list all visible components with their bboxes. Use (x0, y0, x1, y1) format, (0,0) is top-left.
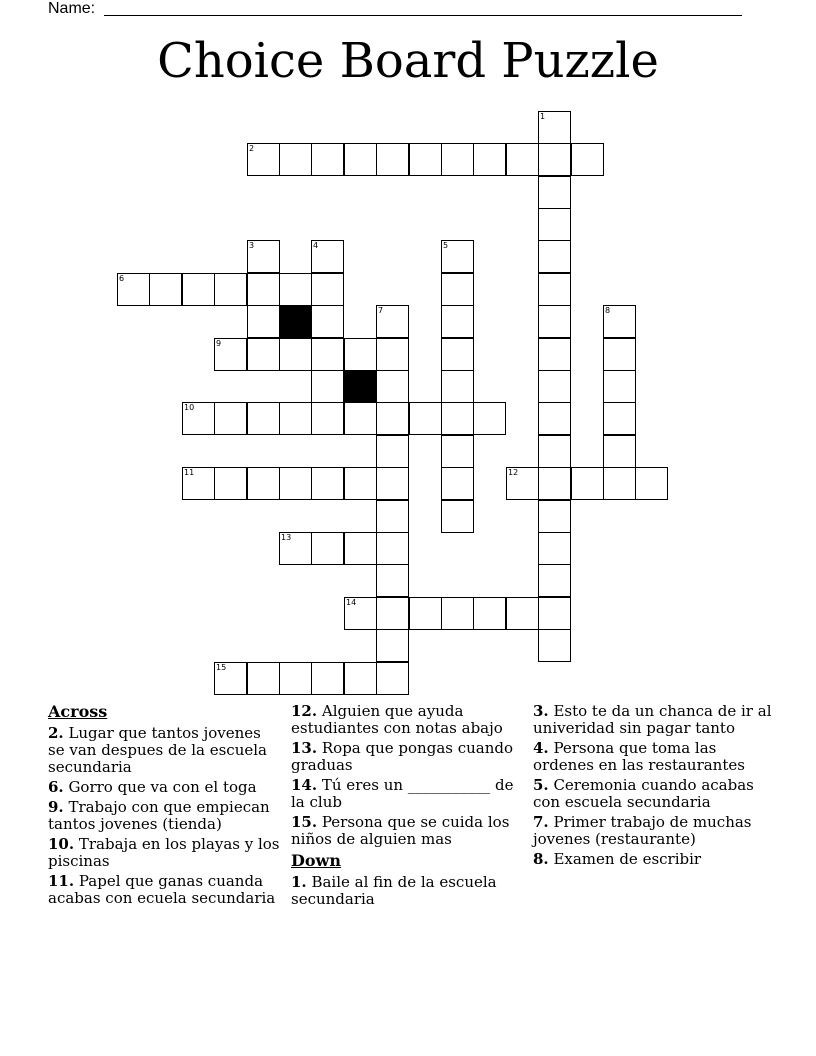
clue-number: 14 (346, 598, 357, 607)
clues-column-3 (533, 703, 773, 871)
crossword-cell[interactable] (214, 273, 247, 306)
clue-item (48, 779, 280, 796)
clue-item (291, 703, 516, 737)
crossword-cell[interactable] (473, 597, 506, 630)
crossword-cell[interactable] (247, 143, 280, 176)
crossword-cell[interactable] (344, 532, 377, 565)
crossword-cell[interactable] (311, 467, 344, 500)
clue-item (533, 851, 773, 868)
clue-number: 12. (291, 702, 318, 720)
clue-number: 1. (291, 873, 307, 891)
crossword-cell[interactable] (538, 208, 571, 241)
crossword-cell[interactable] (409, 597, 442, 630)
crossword-cell[interactable] (473, 402, 506, 435)
crossword-cell[interactable] (311, 305, 344, 338)
crossword-cell[interactable] (409, 143, 442, 176)
crossword-cell[interactable] (441, 597, 474, 630)
crossword-cell[interactable] (376, 402, 409, 435)
crossword-cell[interactable] (538, 176, 571, 209)
clue-number: 11. (48, 872, 75, 890)
crossword-cell[interactable] (441, 467, 474, 500)
crossword-cell[interactable] (538, 111, 571, 144)
crossword-cell[interactable] (311, 532, 344, 565)
crossword-cell[interactable] (603, 370, 636, 403)
clue-item (291, 874, 516, 908)
crossword-cell[interactable] (117, 273, 150, 306)
crossword-cell[interactable] (247, 305, 280, 338)
crossword-cell[interactable] (538, 338, 571, 371)
blocked-cell (279, 305, 312, 338)
crossword-cell[interactable] (571, 467, 604, 500)
crossword-cell[interactable] (441, 143, 474, 176)
crossword-cell[interactable] (441, 305, 474, 338)
crossword-cell[interactable] (247, 662, 280, 695)
clue-item (533, 740, 773, 774)
crossword-cell[interactable] (376, 662, 409, 695)
clue-number: 15 (216, 663, 227, 672)
crossword-cell[interactable] (214, 338, 247, 371)
down-heading: Down (291, 851, 341, 870)
clue-number: 7 (378, 306, 384, 315)
crossword-cell[interactable] (376, 564, 409, 597)
crossword-cell[interactable] (376, 370, 409, 403)
crossword-cell[interactable] (344, 467, 377, 500)
crossword-cell[interactable] (311, 662, 344, 695)
clue-number: 5 (443, 241, 449, 250)
crossword-cell[interactable] (603, 402, 636, 435)
crossword-cell[interactable] (441, 273, 474, 306)
clue-text: Persona que se cuida los niños de alguien mas (291, 813, 510, 848)
crossword-cell[interactable] (376, 500, 409, 533)
clue-number: 9. (48, 798, 64, 816)
crossword-cell[interactable] (376, 629, 409, 662)
clue-number: 1 (540, 112, 546, 121)
page-title: Choice Board Puzzle (157, 33, 659, 89)
crossword-cell[interactable] (441, 338, 474, 371)
clue-number: 11 (184, 468, 195, 477)
crossword-cell[interactable] (311, 240, 344, 273)
crossword-cell[interactable] (538, 597, 571, 630)
crossword-cell[interactable] (538, 500, 571, 533)
clue-number: 6. (48, 778, 64, 796)
crossword-cell[interactable] (376, 435, 409, 468)
clue-text: Lugar que tantos jovenes se van despues de la escuela secundaria (48, 724, 267, 776)
crossword-cell[interactable] (538, 305, 571, 338)
clue-text: Papel que ganas cuanda acabas con ecuela secundaria (48, 872, 276, 907)
crossword-cell[interactable] (538, 435, 571, 468)
across-heading: Across (48, 702, 108, 721)
crossword-cell[interactable] (409, 402, 442, 435)
clue-text: Persona que toma las ordenes en las restaurantes (533, 739, 745, 774)
crossword-cell[interactable] (376, 467, 409, 500)
crossword-cell[interactable] (635, 467, 668, 500)
crossword-cell[interactable] (247, 467, 280, 500)
clue-number: 8 (605, 306, 611, 315)
crossword-cell[interactable] (376, 305, 409, 338)
clue-item (291, 740, 516, 774)
clue-number: 3. (533, 702, 549, 720)
crossword-cell[interactable] (344, 402, 377, 435)
crossword-cell[interactable] (214, 467, 247, 500)
clue-text: Primer trabajo de muchas jovenes (restaurante) (533, 813, 752, 848)
crossword-cell[interactable] (182, 273, 215, 306)
crossword-cell[interactable] (247, 338, 280, 371)
crossword-cell[interactable] (311, 273, 344, 306)
clue-text: Tú eres un ___________ de la club (291, 776, 514, 811)
blocked-cell (344, 370, 377, 403)
crossword-cell[interactable] (441, 500, 474, 533)
crossword-cell[interactable] (376, 597, 409, 630)
crossword-cell[interactable] (538, 629, 571, 662)
crossword-cell[interactable] (538, 240, 571, 273)
clue-number: 10 (184, 403, 195, 412)
crossword-cell[interactable] (603, 435, 636, 468)
crossword-cell[interactable] (182, 467, 215, 500)
clue-number: 12 (508, 468, 519, 477)
clue-item (48, 836, 280, 870)
crossword-cell[interactable] (344, 143, 377, 176)
clues-column-2 (291, 703, 516, 911)
crossword-cell[interactable] (538, 143, 571, 176)
crossword-cell[interactable] (247, 402, 280, 435)
clue-item (48, 873, 280, 907)
crossword-cell[interactable] (603, 338, 636, 371)
name-label: Name: (48, 0, 96, 17)
crossword-cell[interactable] (279, 467, 312, 500)
crossword-cell[interactable] (441, 370, 474, 403)
crossword-cell[interactable] (279, 662, 312, 695)
crossword-cell[interactable] (538, 273, 571, 306)
clue-number: 13. (291, 739, 318, 757)
clue-number: 2 (249, 144, 255, 153)
clue-number: 13 (281, 533, 292, 542)
crossword-cell[interactable] (214, 402, 247, 435)
clue-number: 8. (533, 850, 549, 868)
clue-item (291, 814, 516, 848)
crossword-cell[interactable] (182, 402, 215, 435)
crossword-cell[interactable] (603, 305, 636, 338)
crossword-cell[interactable] (279, 338, 312, 371)
clue-number: 14. (291, 776, 318, 794)
clue-text: Ceremonia cuando acabas con escuela secundaria (533, 776, 754, 811)
crossword-cell[interactable] (311, 402, 344, 435)
clue-text: Alguien que ayuda estudiantes con notas abajo (291, 702, 503, 737)
crossword-cell[interactable] (506, 143, 539, 176)
clues-column-1 (48, 703, 280, 910)
crossword-cell[interactable] (538, 532, 571, 565)
crossword-cell[interactable] (376, 143, 409, 176)
crossword-cell[interactable] (247, 273, 280, 306)
clue-item (533, 703, 773, 737)
crossword-cell[interactable] (376, 532, 409, 565)
clue-number: 4 (313, 241, 319, 250)
clue-number: 15. (291, 813, 318, 831)
clue-number: 2. (48, 724, 64, 742)
crossword-cell[interactable] (506, 597, 539, 630)
crossword-cell[interactable] (214, 662, 247, 695)
crossword-cell[interactable] (311, 338, 344, 371)
crossword-cell[interactable] (279, 532, 312, 565)
clue-item (533, 814, 773, 848)
crossword-cell[interactable] (344, 597, 377, 630)
crossword-cell[interactable] (344, 662, 377, 695)
crossword-cell[interactable] (376, 338, 409, 371)
clue-number: 10. (48, 835, 75, 853)
crossword-cell[interactable] (149, 273, 182, 306)
clue-text: Esto te da un chanca de ir al univeridad sin pagar tanto (533, 702, 772, 737)
crossword-cell[interactable] (571, 143, 604, 176)
crossword-cell[interactable] (538, 402, 571, 435)
crossword-cell[interactable] (441, 240, 474, 273)
crossword-cell[interactable] (506, 467, 539, 500)
clue-text: Trabaja en los playas y los piscinas (48, 835, 280, 870)
crossword-cell[interactable] (279, 273, 312, 306)
clue-number: 7. (533, 813, 549, 831)
clue-text: Gorro que va con el toga (63, 778, 257, 796)
clue-text: Baile al fin de la escuela secundaria (291, 873, 497, 908)
crossword-cell[interactable] (538, 564, 571, 597)
crossword-cell[interactable] (344, 338, 377, 371)
crossword-cell[interactable] (311, 143, 344, 176)
crossword-cell[interactable] (538, 370, 571, 403)
clue-text: Examen de escribir (548, 850, 702, 868)
crossword-cell[interactable] (311, 370, 344, 403)
crossword-cell[interactable] (247, 240, 280, 273)
clue-text: Trabajo con que empiecan tantos jovenes (tienda) (48, 798, 270, 833)
crossword-cell[interactable] (279, 143, 312, 176)
clue-number: 9 (216, 339, 222, 348)
crossword-cell[interactable] (538, 467, 571, 500)
crossword-cell[interactable] (441, 435, 474, 468)
clue-item (48, 725, 280, 776)
crossword-cell[interactable] (441, 402, 474, 435)
clue-number: 6 (119, 274, 125, 283)
clue-text: Ropa que pongas cuando graduas (291, 739, 514, 774)
clue-number: 3 (249, 241, 255, 250)
clue-number: 4. (533, 739, 549, 757)
clue-number: 5. (533, 776, 549, 794)
clue-item (291, 777, 516, 811)
crossword-cell[interactable] (473, 143, 506, 176)
clue-item (533, 777, 773, 811)
crossword-cell[interactable] (279, 402, 312, 435)
clue-item (48, 799, 280, 833)
crossword-cell[interactable] (603, 467, 636, 500)
